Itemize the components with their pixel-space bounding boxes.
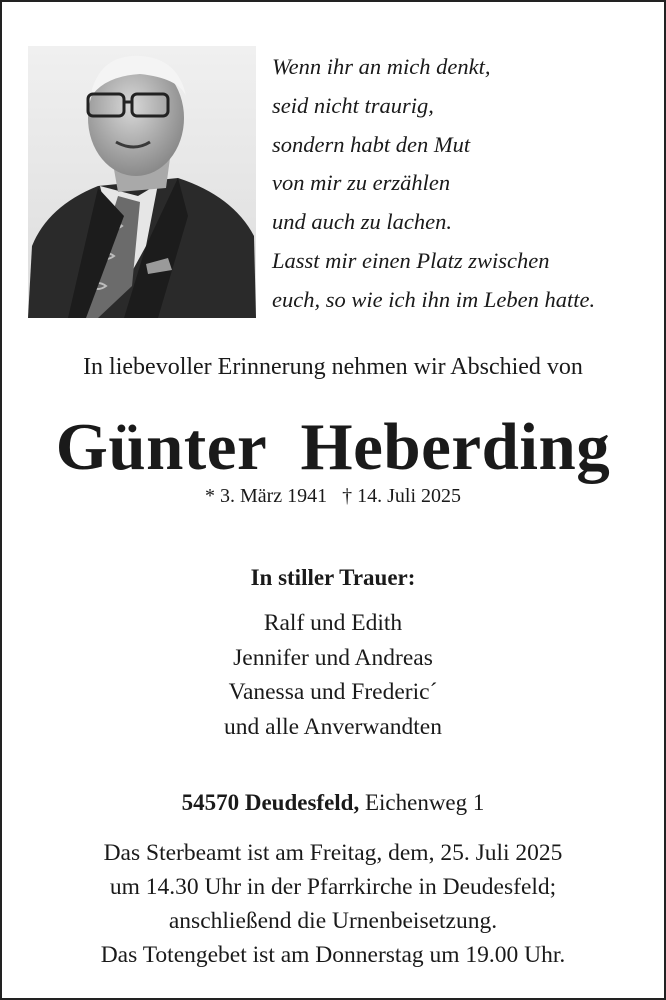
poem-line: von mir zu erzählen <box>272 170 451 196</box>
service-info <box>2 836 664 938</box>
mourner-name: Jennifer und Andreas <box>233 644 433 671</box>
mourner-name: und alle Anverwandten <box>224 713 442 740</box>
poem-line: seid nicht traurig, <box>272 92 434 118</box>
poem <box>272 48 652 320</box>
mourner-name: Vanessa und Frederic´ <box>228 679 438 705</box>
prayer-info: Das Totengebet ist am Donnerstag um 19.00 Uhr. <box>100 942 566 968</box>
mourning-title: In stiller Trauer: <box>250 565 416 590</box>
life-dates: * 3. März 1941 † 14. Juli 2025 <box>204 485 462 507</box>
poem-line: Wenn ihr an mich denkt, <box>272 54 491 79</box>
address-place: 54570 Deudesfeld, <box>181 790 360 815</box>
poem-line: sondern habt den Mut <box>272 131 471 157</box>
poem-line: und auch zu lachen. <box>272 209 452 235</box>
service-line: um 14.30 Uhr in der Pfarrkirche in Deudesfeld; <box>109 874 557 900</box>
mourners-list <box>2 606 664 744</box>
poem-line: euch, so wie ich ihn im Leben hatte. <box>272 286 596 312</box>
portrait-photo <box>28 46 256 318</box>
address <box>2 790 664 816</box>
deceased-name: Günter Heberding <box>55 410 611 484</box>
service-line: Das Sterbeamt ist am Freitag, dem, 25. Juli 2025 <box>103 840 563 866</box>
mourner-name: Ralf und Edith <box>263 610 403 636</box>
intro-text: In liebevoller Erinnerung nehmen wir Abschied von <box>83 354 583 380</box>
service-line: anschließend die Urnenbeisetzung. <box>168 908 498 934</box>
poem-line: Lasst mir einen Platz zwischen <box>272 247 550 273</box>
address-street: Eichenweg 1 <box>359 790 485 815</box>
